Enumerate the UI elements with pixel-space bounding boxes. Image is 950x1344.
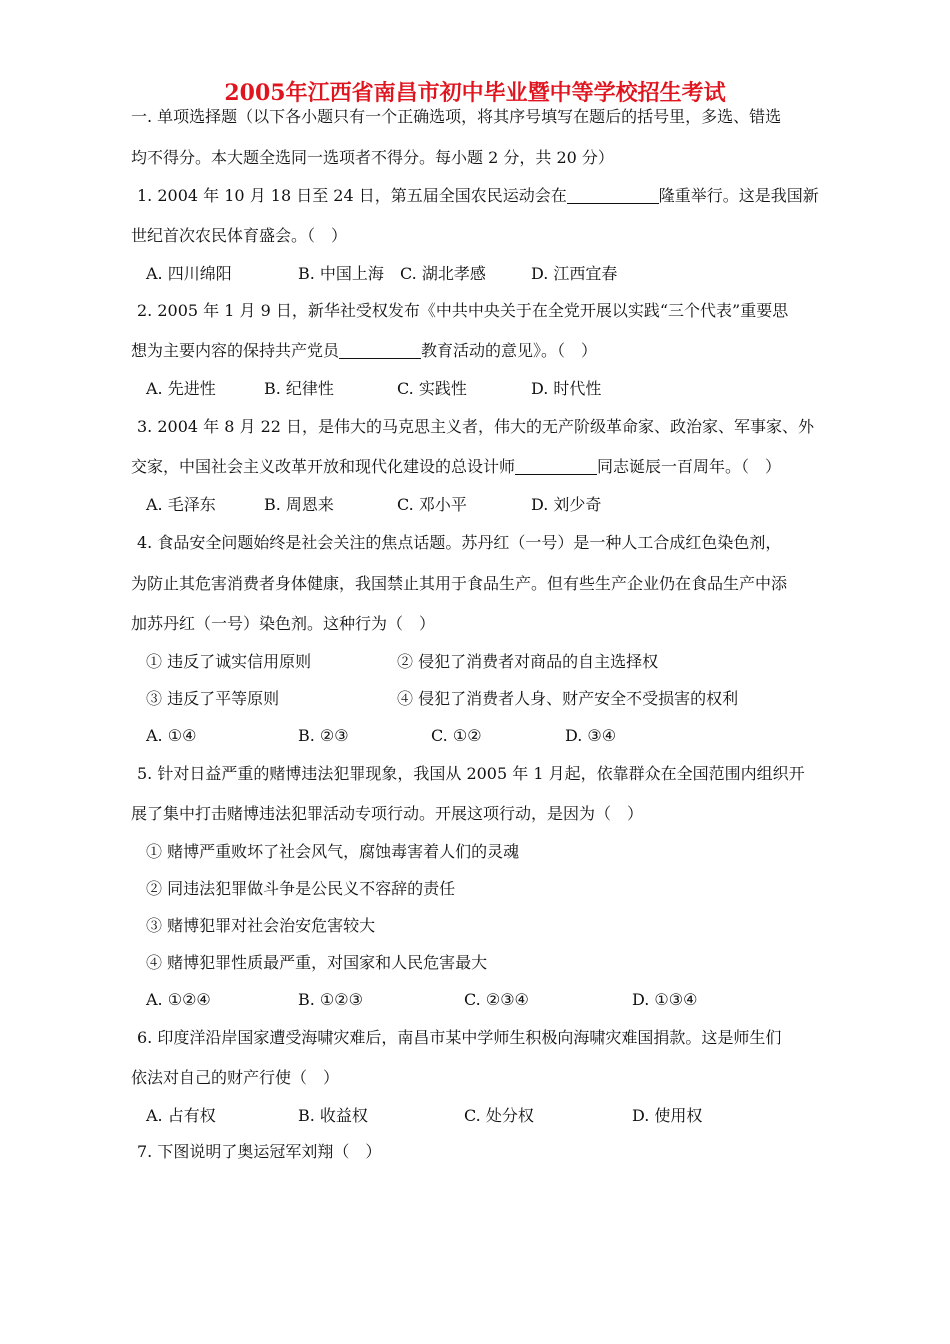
q6-option-d: D. 使用权 <box>632 1106 703 1125</box>
q5-option-c: C. ②③④ <box>464 990 529 1009</box>
q1-text-b: 隆重举行。这是我国新 <box>658 186 819 205</box>
q1-text-a: 1. 2004 年 10 月 18 日至 24 日，第五届全国农民运动会在 <box>137 186 567 205</box>
q4-line1: 4. 食品安全问题始终是社会关注的焦点话题。苏丹红（一号）是一种人工合成红色染色剂， <box>137 533 782 552</box>
q4-line2: 为防止其危害消费者身体健康，我国禁止其用于食品生产。但有些生产企业仍在食品生产中添 <box>131 574 788 593</box>
q6-line2: 依法对自己的财产行使（ ） <box>131 1068 340 1087</box>
q6-line1: 6. 印度洋沿岸国家遭受海啸灾难后，南昌市某中学师生积极向海啸灾难国捐款。这是师生们 <box>137 1028 782 1047</box>
q5-option-d: D. ①③④ <box>632 990 698 1009</box>
q2-option-b: B. 纪律性 <box>264 379 334 398</box>
q3-option-a: A. 毛泽东 <box>146 495 216 514</box>
q1-line1 <box>137 186 819 206</box>
q5-item-3: ③ 赌博犯罪对社会治安危害较大 <box>146 916 376 935</box>
q1-line2: 世纪首次农民体育盛会。（ ） <box>131 226 348 245</box>
q6-option-c: C. 处分权 <box>464 1106 534 1125</box>
q6-option-a: A. 占有权 <box>146 1106 216 1125</box>
q1-option-a: A. 四川绵阳 <box>146 264 232 283</box>
q4-line3: 加苏丹红（一号）染色剂。这种行为（ ） <box>131 614 436 633</box>
q4-option-d: D. ③④ <box>565 726 617 745</box>
q2-text-b: 教育活动的意见》。（ ） <box>421 341 598 360</box>
q1-option-b: B. 中国上海 <box>298 264 384 283</box>
q6-option-b: B. 收益权 <box>298 1106 368 1125</box>
q5-item-4: ④ 赌博犯罪性质最严重，对国家和人民危害最大 <box>146 953 488 972</box>
q1-option-c: C. 湖北孝感 <box>400 264 486 283</box>
q7-line1: 7. 下图说明了奥运冠军刘翔（ ） <box>137 1142 382 1161</box>
q3-text-a: 交家，中国社会主义改革开放和现代化建设的总设计师 <box>131 457 516 476</box>
q1-option-d: D. 江西宜春 <box>531 264 618 283</box>
q5-line1: 5. 针对日益严重的赌博违法犯罪现象，我国从 2005 年 1 月起，依靠群众在全国范围内组织开 <box>137 764 805 783</box>
q3-option-b: B. 周恩来 <box>264 495 334 514</box>
q2-option-c: C. 实践性 <box>397 379 467 398</box>
exam-title: 2005年江西省南昌市初中毕业暨中等学校招生考试 <box>224 80 726 106</box>
q4-option-a: A. ①④ <box>146 726 197 745</box>
q2-line2 <box>131 341 597 361</box>
q3-line1: 3. 2004 年 8 月 22 日，是伟大的马克思主义者，伟大的无产阶级革命家、政治家、军事家、外 <box>137 417 815 436</box>
q1-blank <box>567 187 659 204</box>
section-heading-line1: 一. 单项选择题（以下各小题只有一个正确选项，将其序号填写在题后的括号里，多选、错选 <box>131 107 782 126</box>
q2-blank <box>339 342 421 359</box>
q4-item-2: ② 侵犯了消费者对商品的自主选择权 <box>397 652 659 671</box>
q4-item-3: ③ 违反了平等原则 <box>146 689 280 708</box>
q3-text-b: 同志诞辰一百周年。（ ） <box>597 457 782 476</box>
q2-option-a: A. 先进性 <box>146 379 216 398</box>
q5-item-2: ② 同违法犯罪做斗争是公民义不容辞的责任 <box>146 879 456 898</box>
q3-option-c: C. 邓小平 <box>397 495 467 514</box>
q5-line2: 展了集中打击赌博违法犯罪活动专项行动。开展这项行动，是因为（ ） <box>131 804 644 823</box>
q5-item-1: ① 赌博严重败坏了社会风气，腐蚀毒害着人们的灵魂 <box>146 842 520 861</box>
q4-option-c: C. ①② <box>431 726 482 745</box>
q5-option-a: A. ①②④ <box>146 990 211 1009</box>
q5-option-b: B. ①②③ <box>298 990 363 1009</box>
q4-item-1: ① 违反了诚实信用原则 <box>146 652 312 671</box>
q4-option-b: B. ②③ <box>298 726 349 745</box>
q4-item-4: ④ 侵犯了消费者人身、财产安全不受损害的权利 <box>397 689 739 708</box>
q3-blank <box>515 458 597 475</box>
q3-line2 <box>131 457 781 477</box>
q2-text-a: 想为主要内容的保持共产党员 <box>131 341 340 360</box>
q2-option-d: D. 时代性 <box>531 379 602 398</box>
section-heading-line2: 均不得分。本大题全选同一选项者不得分。每小题 2 分，共 20 分） <box>131 148 614 167</box>
q2-line1: 2. 2005 年 1 月 9 日，新华社受权发布《中共中央关于在全党开展以实践“三个代表”重要思 <box>137 301 789 320</box>
q3-option-d: D. 刘少奇 <box>531 495 602 514</box>
